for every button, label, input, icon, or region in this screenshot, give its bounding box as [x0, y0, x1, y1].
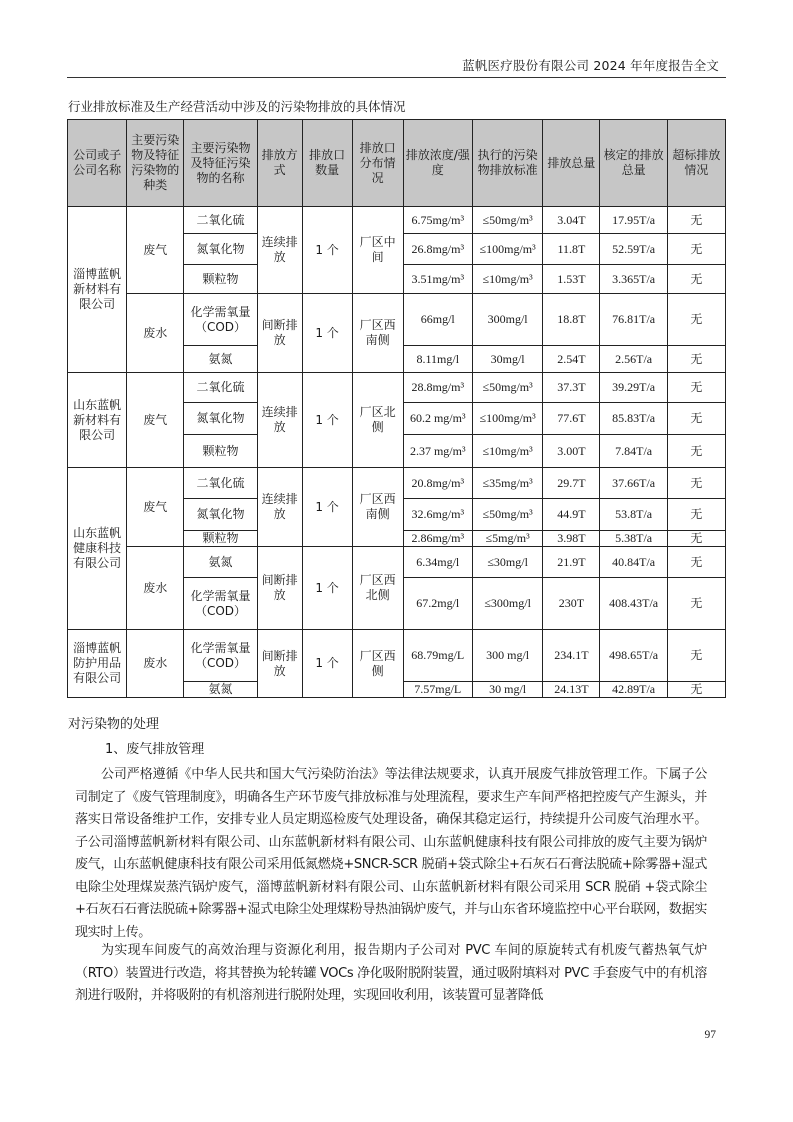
emission-concentration: 6.75mg/m³ — [403, 207, 472, 234]
approved-total: 5.38T/a — [600, 531, 667, 547]
exceed-status: 无 — [667, 403, 725, 435]
pollutant-name: 化学需氧量（COD） — [184, 630, 257, 682]
column-header: 执行的污染物排放标准 — [472, 120, 542, 207]
emission-standard: ≤10mg/m³ — [472, 265, 542, 294]
emission-total: 37.3T — [543, 373, 600, 403]
emission-standard: 300 mg/l — [472, 630, 542, 682]
approved-total: 40.84T/a — [600, 547, 667, 578]
outlet-location: 厂区西侧 — [352, 630, 403, 698]
exceed-status: 无 — [667, 578, 725, 630]
column-header: 排放口分布情况 — [352, 120, 403, 207]
column-header: 超标排放情况 — [667, 120, 725, 207]
emission-concentration: 67.2mg/l — [403, 578, 472, 630]
approved-total: 498.65T/a — [600, 630, 667, 682]
approved-total: 3.365T/a — [600, 265, 667, 294]
emission-total: 1.53T — [543, 265, 600, 294]
exceed-status: 无 — [667, 682, 725, 698]
company-name: 山东蓝帆新材料有限公司 — [68, 373, 127, 468]
emission-standard: ≤300mg/l — [472, 578, 542, 630]
outlet-location: 厂区北侧 — [352, 373, 403, 468]
table-row — [68, 294, 726, 346]
pollutant-type: 废气 — [127, 373, 184, 468]
exceed-status: 无 — [667, 531, 725, 547]
table-row — [68, 468, 726, 499]
company-name: 淄博蓝帆防护用品有限公司 — [68, 630, 127, 698]
emission-standard: ≤100mg/m³ — [472, 234, 542, 265]
outlet-location: 厂区西南侧 — [352, 294, 403, 373]
exceed-status: 无 — [667, 346, 725, 373]
paragraph-waste-gas-management: 公司严格遵循《中华人民共和国大气污染防治法》等法律法规要求，认真开展废气排放管理工作。下属子公司制定了《废气管理制度》，明确各生产环节废气排放标准与处理流程，要求生产车间严格把控废气产生源头，并落实日常设备维护工作，安排专业人员定期巡检废气处理设备，确保其稳定运行，持续提升公司废气治理水平。子公司淄博蓝帆新材料有限公司、山东蓝帆新材料有限公司、山东蓝帆健康科技有限公司排放的废气主要为锅炉废气，山东蓝帆健康科技有限公司采用低氮燃烧+SNCR-SCR 脱硝+袋式除尘+石灰石石膏法脱硫+除雾器+湿式电除尘处理煤炭蒸汽锅炉废气，淄博蓝帆新材料有限公司、山东蓝帆新材料有限公司采用 SCR 脱硝 +袋式除尘+石灰石石膏法脱硫+除雾器+湿式电除尘处理煤粉导热油锅炉废气，并与山东省环境监控中心平台联网，数据实现实时上传。 — [75, 767, 707, 940]
discharge-method: 间断排放 — [257, 547, 302, 630]
approved-total: 17.95T/a — [600, 207, 667, 234]
emission-concentration: 7.57mg/L — [403, 682, 472, 698]
pollutant-name: 氨氮 — [184, 547, 257, 578]
emission-standard: 30mg/l — [472, 346, 542, 373]
pollutant-type: 废水 — [127, 630, 184, 698]
table-header-row — [68, 120, 726, 207]
page-number: 97 — [704, 1029, 716, 1041]
emission-total: 11.8T — [543, 234, 600, 265]
outlet-count: 1 个 — [302, 630, 352, 698]
pollutant-name: 氨氮 — [184, 346, 257, 373]
pollutant-name: 化学需氧量（COD） — [184, 294, 257, 346]
approved-total: 85.83T/a — [600, 403, 667, 435]
outlet-count: 1 个 — [302, 207, 352, 294]
approved-total: 53.8T/a — [600, 499, 667, 531]
pollutant-name: 二氧化硫 — [184, 207, 257, 234]
header-divider — [67, 77, 726, 78]
exceed-status: 无 — [667, 373, 725, 403]
outlet-count: 1 个 — [302, 468, 352, 547]
exceed-status: 无 — [667, 547, 725, 578]
column-header: 主要污染物及特征污染物的种类 — [127, 120, 184, 207]
exceed-status: 无 — [667, 435, 725, 468]
emission-concentration: 60.2 mg/m³ — [403, 403, 472, 435]
emission-standard: ≤100mg/m³ — [472, 403, 542, 435]
column-header: 公司或子公司名称 — [68, 120, 127, 207]
discharge-method: 间断排放 — [257, 630, 302, 698]
subsection-title: 1、废气排放管理 — [105, 742, 205, 757]
emission-concentration: 26.8mg/m³ — [403, 234, 472, 265]
emission-concentration: 28.8mg/m³ — [403, 373, 472, 403]
approved-total: 37.66T/a — [600, 468, 667, 499]
emission-standard: ≤5mg/m³ — [472, 531, 542, 547]
emission-total: 21.9T — [543, 547, 600, 578]
emission-standard: 30 mg/l — [472, 682, 542, 698]
approved-total: 7.84T/a — [600, 435, 667, 468]
outlet-count: 1 个 — [302, 294, 352, 373]
pollutant-name: 二氧化硫 — [184, 468, 257, 499]
discharge-method: 连续排放 — [257, 468, 302, 547]
emission-standard: ≤50mg/m³ — [472, 373, 542, 403]
exceed-status: 无 — [667, 294, 725, 346]
emission-total: 77.6T — [543, 403, 600, 435]
emission-concentration: 2.37 mg/m³ — [403, 435, 472, 468]
section-title: 对污染物的处理 — [68, 717, 160, 732]
pollutant-name: 颗粒物 — [184, 265, 257, 294]
company-name: 山东蓝帆健康科技有限公司 — [68, 468, 127, 630]
emission-standard: ≤50mg/m³ — [472, 499, 542, 531]
discharge-method: 连续排放 — [257, 207, 302, 294]
column-header: 排放口数量 — [302, 120, 352, 207]
emission-total: 18.8T — [543, 294, 600, 346]
column-header: 核定的排放总量 — [600, 120, 667, 207]
emission-total: 2.54T — [543, 346, 600, 373]
pollutant-type: 废水 — [127, 547, 184, 630]
emission-total: 29.7T — [543, 468, 600, 499]
pollutant-name: 氮氧化物 — [184, 403, 257, 435]
emission-total: 24.13T — [543, 682, 600, 698]
pollutant-name: 颗粒物 — [184, 435, 257, 468]
table-row — [68, 547, 726, 578]
pollutant-name: 化学需氧量（COD） — [184, 578, 257, 630]
table-row — [68, 207, 726, 234]
emission-concentration: 20.8mg/m³ — [403, 468, 472, 499]
emission-total: 3.98T — [543, 531, 600, 547]
emission-concentration: 8.11mg/l — [403, 346, 472, 373]
emission-standard: ≤50mg/m³ — [472, 207, 542, 234]
approved-total: 42.89T/a — [600, 682, 667, 698]
exceed-status: 无 — [667, 234, 725, 265]
pollutant-type: 废气 — [127, 207, 184, 294]
emission-total: 3.00T — [543, 435, 600, 468]
outlet-count: 1 个 — [302, 373, 352, 468]
outlet-location: 厂区中间 — [352, 207, 403, 294]
column-header: 主要污染物及特征污染物的名称 — [184, 120, 257, 207]
emissions-table — [67, 119, 726, 698]
emission-concentration: 6.34mg/l — [403, 547, 472, 578]
table-row — [68, 630, 726, 682]
column-header: 排放浓度/强度 — [403, 120, 472, 207]
company-name: 淄博蓝帆新材料有限公司 — [68, 207, 127, 373]
pollutant-name: 二氧化硫 — [184, 373, 257, 403]
pollutant-name: 氨氮 — [184, 682, 257, 698]
outlet-location: 厂区西北侧 — [352, 547, 403, 630]
emission-concentration: 66mg/l — [403, 294, 472, 346]
table-row — [68, 373, 726, 403]
approved-total: 52.59T/a — [600, 234, 667, 265]
report-header-title: 蓝帆医疗股份有限公司 2024 年年度报告全文 — [462, 58, 719, 73]
pollutant-name: 氮氧化物 — [184, 499, 257, 531]
discharge-method: 连续排放 — [257, 373, 302, 468]
emission-standard: ≤10mg/m³ — [472, 435, 542, 468]
exceed-status: 无 — [667, 265, 725, 294]
paragraph-rto-upgrade: 为实现车间废气的高效治理与资源化利用，报告期内子公司对 PVC 车间的原旋转式有机废气蓄热氧气炉（RTO）装置进行改造，将其替换为轮转罐 VOCs 净化吸附脱附装置，通过吸附填料对 PVC 手套废气中的有机溶剂进行吸附，并将吸附的有机溶剂进行脱附处理，实现回收利用，该装置可显著降低 — [75, 943, 707, 1003]
exceed-status: 无 — [667, 499, 725, 531]
emission-standard: 300mg/l — [472, 294, 542, 346]
emission-concentration: 3.51mg/m³ — [403, 265, 472, 294]
emission-standard: ≤35mg/m³ — [472, 468, 542, 499]
exceed-status: 无 — [667, 468, 725, 499]
emission-concentration: 68.79mg/L — [403, 630, 472, 682]
pollutant-type: 废水 — [127, 294, 184, 373]
approved-total: 2.56T/a — [600, 346, 667, 373]
column-header: 排放方式 — [257, 120, 302, 207]
emission-concentration: 32.6mg/m³ — [403, 499, 472, 531]
emission-concentration: 2.86mg/m³ — [403, 531, 472, 547]
emission-total: 230T — [543, 578, 600, 630]
outlet-location: 厂区西南侧 — [352, 468, 403, 547]
column-header: 排放总量 — [543, 120, 600, 207]
exceed-status: 无 — [667, 630, 725, 682]
emission-total: 3.04T — [543, 207, 600, 234]
approved-total: 408.43T/a — [600, 578, 667, 630]
exceed-status: 无 — [667, 207, 725, 234]
pollutant-name: 颗粒物 — [184, 531, 257, 547]
approved-total: 76.81T/a — [600, 294, 667, 346]
pollutant-name: 氮氧化物 — [184, 234, 257, 265]
outlet-count: 1 个 — [302, 547, 352, 630]
emission-standard: ≤30mg/l — [472, 547, 542, 578]
emission-total: 44.9T — [543, 499, 600, 531]
pollutant-type: 废气 — [127, 468, 184, 547]
table-caption: 行业排放标准及生产经营活动中涉及的污染物排放的具体情况 — [68, 99, 406, 114]
approved-total: 39.29T/a — [600, 373, 667, 403]
emission-total: 234.1T — [543, 630, 600, 682]
discharge-method: 间断排放 — [257, 294, 302, 373]
